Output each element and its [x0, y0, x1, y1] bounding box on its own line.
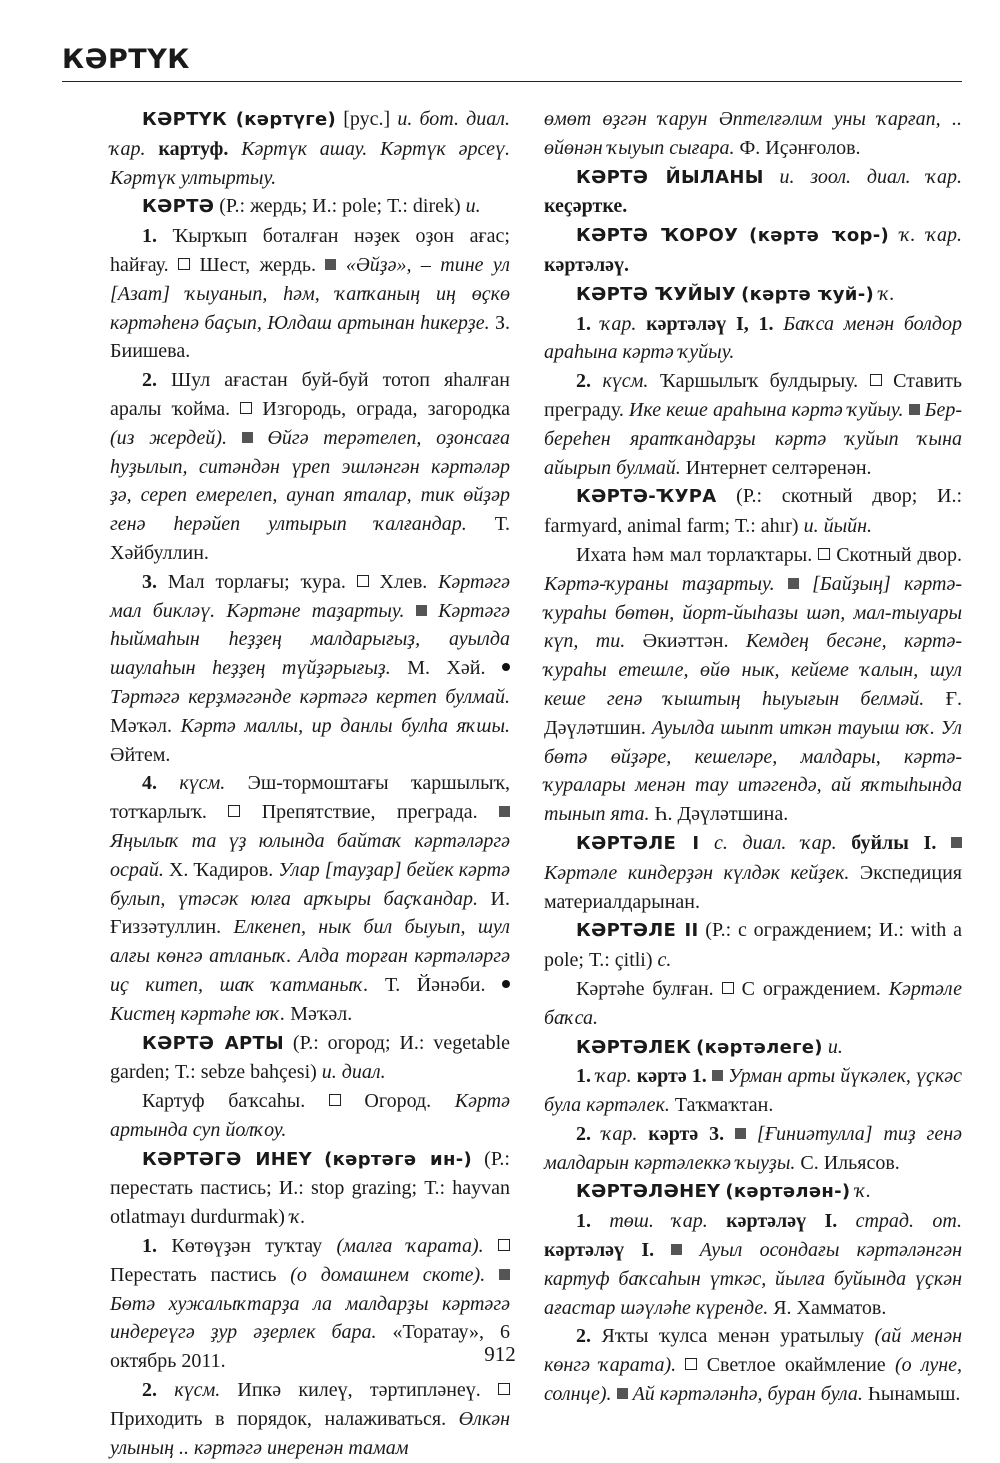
italic-text: Кәртә артында суп йолҡоу.: [110, 1090, 510, 1141]
italic-text: Яңылыҡ та үҙ юлында байтаҡ кәртәләргә осрай.: [110, 829, 510, 881]
text-run: [654, 1239, 671, 1261]
example-marker-icon: [951, 837, 962, 848]
example-marker-icon: [416, 605, 427, 616]
sense-number: 1.: [576, 1065, 591, 1088]
translation-marker-icon: [498, 1383, 510, 1395]
proverb-marker-icon: [502, 980, 510, 988]
text-run: Х. Ҡадиров.: [163, 858, 279, 881]
text-run: [738, 224, 749, 246]
sense-number: 2.: [576, 370, 591, 393]
text-run: М. Хәй.: [390, 657, 502, 680]
italic-text: Ай кәртәләнһә, буран була.: [632, 1383, 863, 1406]
text-run: С ограждением.: [741, 977, 889, 1000]
text-run: [157, 1379, 174, 1401]
entry-karta-arty: [110, 1029, 510, 1088]
translation-marker-icon: [240, 402, 252, 414]
sense-number: 4.: [142, 772, 157, 795]
italic-text: Кәртәгә һыймаһын һеҙҙең малдарығыҙ, ауылда шаулаһын һеҙҙең түйҙәрығыҙ.: [110, 599, 511, 680]
text-run: [936, 832, 951, 854]
text-run: З. Биишева.: [110, 311, 510, 363]
italic-text: Ике кеше араһына кәртә ҡуйыу.: [628, 398, 904, 421]
text-run: [775, 573, 788, 595]
headword: (кәртәгә ин-): [324, 1148, 472, 1170]
text-run: Ҡырҡып боталған нәҙек оҙон ағас; һайғау.: [110, 225, 510, 276]
translation-marker-icon: [357, 575, 369, 587]
italic-text: и. зоол. диал. ҡар.: [779, 165, 962, 188]
text-run: [591, 1123, 602, 1145]
example-marker-icon: [499, 1269, 510, 1280]
text-run: Мал торлағы; ҡура.: [157, 570, 357, 593]
headword: (кәртә ҡор-): [749, 225, 889, 247]
text-run: С. Ильясов.: [795, 1151, 900, 1174]
text-run: (Р.: жердь; И.: pole; Т.: direk): [214, 195, 466, 218]
headword: КӘРТӘ ЙЫЛАНЫ: [576, 166, 764, 188]
sense-2: [110, 1376, 510, 1462]
sense-number: 2.: [142, 369, 157, 392]
sense-number: кеҫәртке.: [544, 195, 628, 218]
translation-marker-icon: [228, 805, 240, 817]
entry-kartale-1: [544, 829, 962, 916]
italic-text: ҡар.: [596, 1065, 632, 1088]
italic-text: (ай менән көнгә ҡарата).: [544, 1325, 962, 1377]
text-run: И. Ғиззәтуллин.: [110, 887, 510, 939]
headword: КӘРТӘ ҠОРОУ: [576, 225, 739, 247]
text-run: [591, 1210, 609, 1232]
text-run: Экспедиция материалдарынан.: [544, 861, 962, 913]
translation-marker-icon: [329, 1094, 341, 1106]
example-marker-icon: [671, 1244, 682, 1255]
entry-karta-kura-def: [544, 541, 962, 829]
headword: (кәртә ҡуй-): [741, 283, 875, 305]
sense-4: [110, 769, 510, 1028]
text-run: [485, 1264, 499, 1286]
sense-number: 2.: [576, 1122, 591, 1145]
entry-kartaga-ineu: [110, 1145, 510, 1232]
example-marker-icon: [499, 806, 510, 817]
translation-marker-icon: [722, 982, 734, 994]
text-run: [774, 313, 784, 335]
italic-text: Бер-береһен яратҡандарҙы кәртә ҡуйып ҡына айырып булмай.: [544, 398, 963, 479]
text-run: Изгородь, ограда, загородка: [262, 397, 511, 420]
italic-text: (о домашнем скоте).: [290, 1263, 486, 1286]
italic-text: Кәртә-ҡураны таҙартыу.: [544, 572, 775, 595]
headword: КӘРТӘ ҠУЙЫУ: [576, 283, 737, 305]
right-column: [544, 105, 962, 1409]
header-rule: [62, 81, 962, 82]
text-run: [636, 313, 646, 335]
text-run: Шул ағастан буй-буй тотоп яһалған аралы ҡойма.: [110, 369, 510, 420]
headword: КӘРТӘГӘ ИНЕҮ: [142, 1148, 312, 1170]
italic-text: Кәртәгә мал бикләү. Кәртәне таҙартыу.: [110, 570, 510, 622]
sense-1: [544, 310, 962, 368]
italic-text: Кемдең бесәне, кәртә-ҡураһы етешле, өйө нык, кейеме ҡалын, шул кеше генә ҡыштың һыуығын белмәй.: [544, 630, 962, 710]
text-run: [591, 370, 602, 392]
text-run: [889, 224, 900, 246]
italic-text: с. диал. ҡар.: [714, 831, 837, 854]
headword: (кәртәлән-): [725, 1181, 851, 1203]
italic-text: «Әйҙә», – тине ул [Азат] ҡыуанып, һәм, ҡапҡаның иң өҫкө кәртәһенә баҫып, Юлдаш артынан һикерҙе.: [110, 253, 510, 334]
translation-marker-icon: [870, 374, 882, 386]
sense-1: [110, 222, 510, 366]
italic-text: ҡ. ҡар.: [899, 224, 962, 247]
italic-text: с.: [657, 949, 672, 972]
sense-number: кәртә 3.: [648, 1122, 725, 1145]
text-run: [227, 427, 242, 449]
text-run: [724, 1123, 735, 1145]
text-run: Ф. Иҫәнғолов.: [734, 136, 861, 159]
text-run: Перестать пастись: [110, 1263, 291, 1286]
italic-text: и. диал.: [321, 1061, 386, 1084]
italic-text: ҡ.: [289, 1206, 306, 1229]
italic-text: Тәртәгә керҙмәгәнде кәртәгә кертеп булмай.: [110, 685, 510, 708]
text-run: Скотный двор.: [836, 543, 963, 566]
headword: КӘРТҮК (кәртүге): [142, 109, 337, 130]
example-marker-icon: [788, 578, 799, 589]
text-run: Ставить преграду.: [544, 370, 963, 421]
text-run: (Р.: скотный двор; И.: farmyard, animal farm; Т.: ahır): [544, 485, 962, 538]
sense-1: [544, 1062, 962, 1120]
text-run: [699, 832, 714, 854]
italic-text: ҡ.: [855, 1180, 871, 1203]
headword: (кәртәлеге): [696, 1036, 823, 1058]
italic-text: (о луне, солнце).: [544, 1354, 963, 1406]
text-run: [591, 313, 601, 335]
text-run: Көтөүҙән туҡтау: [157, 1235, 337, 1258]
italic-text: Ауылда шыпт иткән тауыш юҡ. Ул бөтә өйҙәре, кешеләре, малдары, кәртә-ҡуралары менән тау итәгендә, ай яҡтыһында тынып ята.: [544, 716, 962, 826]
italic-text: Урман арты йүкәлек, үҫкәс була кәртәлек.: [544, 1065, 962, 1117]
text-run: Әйтем.: [110, 743, 171, 766]
entry-karta: [110, 192, 510, 222]
sense-number: 1.: [576, 312, 591, 335]
italic-text: күсм.: [179, 772, 226, 795]
headword: КӘРТӘЛЕ I: [576, 832, 700, 854]
text-run: (Р.: огород; И.: vegetable garden; Т.: sebze bahçesi): [110, 1031, 510, 1084]
text-run: Приходить в порядок, налаживаться.: [110, 1407, 459, 1430]
sense-number: кәртәләү I.: [726, 1210, 838, 1233]
text-run: Ғ. Дәүләтшин.: [544, 687, 963, 739]
proverb-marker-icon: [502, 663, 510, 671]
entry-kartale-2: [544, 916, 962, 975]
running-head: КӘРТҮК: [62, 44, 190, 75]
translation-marker-icon: [818, 548, 830, 560]
headword: КӘРТӘ: [142, 196, 215, 218]
sense-number: кәртәләү I, 1.: [646, 312, 774, 335]
sense-3: [110, 568, 510, 770]
text-run: [228, 138, 241, 160]
text-run: [рус.]: [336, 108, 398, 130]
text-run: [146, 138, 159, 160]
sense-number: 3.: [142, 570, 157, 593]
italic-text: [Ғиниәтулла] тиҙ генә малдарын кәртәлеккә ҡыуҙы.: [544, 1122, 963, 1174]
italic-text: и. бот. диал. ҡар.: [110, 108, 510, 160]
italic-text: и.: [465, 195, 481, 218]
italic-text: Бөтә хужалыҡтарҙа ла малдарҙы кәртәгә индереүгә ҙур әҙерлек бара.: [110, 1292, 510, 1344]
sense-number: 1.: [576, 1210, 591, 1233]
text-run: Таҡмаҡтан.: [669, 1094, 774, 1117]
italic-text: төш. ҡар.: [609, 1210, 708, 1233]
sense-number: картуф.: [158, 137, 229, 160]
sense-1: [544, 1207, 962, 1322]
italic-text: Өйгә терәтелеп, оҙонсаға һуҙылып, ситәндән үреп эшләнгән кәртәләр ҙә, сереп емерелеп, аунап яталар, тик өйҙәр генә һерәйеп ултырып ҡалғандар.: [110, 426, 511, 536]
italic-text: күсм.: [174, 1379, 221, 1402]
text-run: [708, 1210, 726, 1232]
text-run: Ихата һәм мал торлаҡтары.: [576, 543, 819, 566]
italic-text: страд. от.: [855, 1210, 963, 1233]
text-run: (Р.: перестать пастись; И.: stop grazing; Т.: hayvan otlatmayı durdurmak): [110, 1147, 510, 1229]
example-marker-icon: [242, 432, 253, 443]
translation-marker-icon: [498, 1239, 510, 1251]
entry-kartuk: [110, 105, 510, 192]
entry-karta-kura: [544, 482, 962, 541]
page-number: 912: [484, 1342, 516, 1366]
entry-karta-kuyyu: [544, 280, 962, 310]
sense-number: кәртәләү I.: [544, 1239, 655, 1262]
italic-text: Ауыл осондағы кәртәләнгән картуф баҡсаһын үткәс, йылға буйында үҫкән ағастар шәүләһе күренде.: [544, 1239, 963, 1319]
text-run: [405, 600, 416, 622]
left-column: [110, 105, 510, 1462]
text-run: Ҡаршылыҡ булдырыу.: [648, 370, 870, 393]
example-marker-icon: [325, 259, 336, 270]
italic-text: ҡар.: [600, 312, 637, 335]
text-run: [837, 832, 852, 854]
text-run: Әкиәттән.: [625, 630, 746, 653]
text-run: Эш-тормоштағы ҡаршылыҡ, тотҡарлыҡ.: [110, 772, 510, 824]
text-run: [157, 772, 179, 794]
text-run: (Р.: с ограждением; И.: with a pole; Т.: çitli): [544, 919, 962, 972]
text-run: Һ. Дәүләтшина.: [649, 803, 789, 826]
example-marker-icon: [617, 1388, 628, 1399]
translation-marker-icon: [178, 258, 190, 270]
italic-text: Кәртүк ашау. Кәртүк әрсеү. Кәртүк ултыртыу.: [110, 137, 511, 189]
sense-number: буйлы I.: [851, 831, 937, 854]
sense-number: 2.: [576, 1325, 591, 1348]
italic-text: Улар [тауҙар] бейек кәртә булып, үтәсәк юлға арҡыры баҫҡандар.: [110, 858, 510, 910]
headword: КӘРТӘ-ҠУРА: [576, 486, 717, 508]
entry-karta-arty-def: [110, 1087, 510, 1145]
text-run: Интернет селтәренән.: [680, 456, 872, 479]
italic-text: и.: [827, 1035, 843, 1058]
text-run: Мәҡәл.: [285, 1002, 353, 1025]
headword: КӘРТӘЛӘНЕҮ: [576, 1181, 721, 1203]
text-run: Кәртәһе булған.: [576, 977, 722, 1000]
headword: КӘРТӘЛЕ II: [576, 920, 699, 942]
italic-text: Кәртәле баҡса.: [544, 977, 963, 1029]
text-run: Ипкә килеү, тәртипләнеү.: [220, 1379, 498, 1402]
italic-text: Баҡса менән болдор араһына кәртә ҡуйыу.: [544, 312, 963, 364]
italic-text: [Байҙың] кәртә-ҡураһы бөтөн, йорт-йыһазы шәп, мал-тыуары күп, ти.: [544, 572, 962, 653]
example-marker-icon: [735, 1128, 746, 1139]
italic-text: өмөт өҙгән ҡарун Әптелғәлим уны ҡарғап, .. өйөнән ҡыуып сығара.: [544, 108, 962, 159]
text-run: Препятствие, преграда.: [261, 801, 500, 824]
headword: КӘРТӘЛЕК: [576, 1036, 692, 1058]
text-run: Светлое окаймление: [706, 1354, 895, 1377]
text-run: Картуф баҡсаһы.: [142, 1090, 329, 1113]
entry-kartale-2-def: [544, 975, 962, 1033]
italic-text: Кәртәле киндерҙән күлдәк кейҙек.: [544, 861, 850, 884]
text-run: Т. Хәйбуллин.: [110, 513, 511, 564]
entry-karta-korou: [544, 221, 962, 280]
text-run: [837, 1210, 855, 1232]
text-run: [484, 1235, 498, 1257]
example-marker-icon: [712, 1070, 723, 1081]
example-marker-icon: [909, 404, 920, 415]
entry-kartalek: [544, 1033, 962, 1063]
italic-text: ҡар.: [601, 1122, 638, 1145]
sense-number: 2.: [142, 1379, 157, 1402]
italic-text: (из жердей).: [110, 426, 228, 449]
sense-2: [110, 366, 510, 568]
text-run: Һынамыш.: [862, 1383, 961, 1406]
text-run: Огород.: [364, 1090, 455, 1113]
sense-number: 1.: [142, 1235, 157, 1258]
text-run: Я. Хамматов.: [768, 1296, 887, 1319]
continued-example: [544, 105, 962, 163]
italic-text: Кәртә маллы, ир данлы булһа яҡшы.: [180, 714, 510, 737]
italic-text: и. йыйн.: [803, 515, 873, 538]
italic-text: Елкенеп, нык бил быуып, шул алғы көнгә атланыҡ. Алда торған кәртәләргә иҫ китеп, шаҡ ҡатманыҡ.: [110, 916, 510, 996]
sense-2: [544, 1120, 962, 1178]
text-run: «Торатау», 6 октябрь 2011.: [110, 1321, 511, 1373]
text-run: [312, 1148, 324, 1170]
italic-text: күсм.: [602, 370, 649, 393]
entry-kartalaneu: [544, 1177, 962, 1207]
sense-2: [544, 367, 962, 482]
text-run: Т. Йәнәби.: [368, 973, 502, 996]
text-run: Шест, жердь.: [199, 253, 326, 276]
entry-karta-ylany: [544, 163, 962, 222]
italic-text: Кистең кәртәһе юҡ.: [110, 1002, 286, 1025]
italic-text: ҡ.: [879, 282, 895, 305]
text-run: Мәҡәл.: [110, 714, 181, 737]
italic-text: (малға ҡарата).: [336, 1235, 484, 1258]
headword: КӘРТӘ АРТЫ: [142, 1032, 284, 1054]
sense-number: кәртә 1.: [636, 1065, 707, 1088]
text-run: [764, 166, 780, 188]
italic-text: Өлкән улының .. кәртәгә инеренән тамам: [110, 1407, 510, 1459]
text-run: Яҡты ҡулса менән уратылыу: [591, 1325, 875, 1348]
sense-number: 1.: [142, 225, 157, 248]
sense-number: кәртәләү.: [544, 253, 630, 276]
text-run: Хлев.: [379, 570, 439, 593]
text-run: [637, 1123, 648, 1145]
